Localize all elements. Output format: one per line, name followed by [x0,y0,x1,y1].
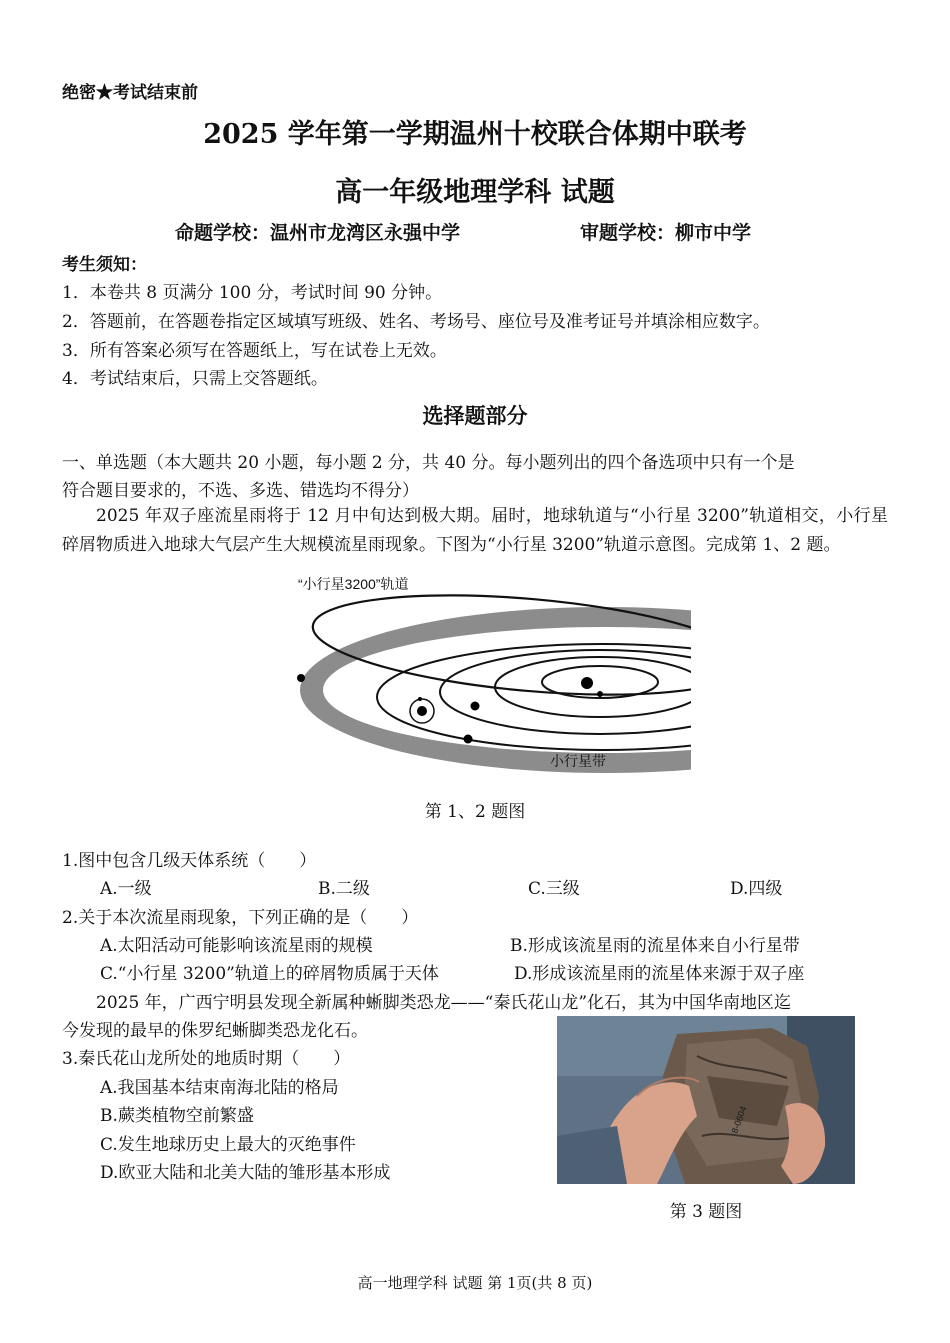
q2-option-c: C.“小行星 3200”轨道上的碎屑物质属于天体 [100,964,439,984]
exam-subtitle: 高一年级地理学科 试题 [335,177,615,208]
svg-text:8-0604: 8-0604 [729,1104,749,1135]
notice-item: 3．所有答案必须写在答题纸上，写在试卷上无效。 [62,341,447,361]
confidential-label: 绝密★考试结束前 [62,83,198,103]
q3-option-b: B.蕨类植物空前繁盛 [100,1106,254,1126]
q1-option-d: D.四级 [730,879,783,899]
passage-dinosaur-cont: 今发现的最早的侏罗纪蜥脚类恐龙化石。 [62,1021,368,1041]
notice-heading: 考生须知： [62,255,147,275]
q2-option-a: A.太阳活动可能影响该流星雨的规模 [100,936,373,956]
page-footer: 高一地理学科 试题 第 1页(共 8 页) [357,1274,593,1292]
planet-mars [464,735,473,744]
author-school: 命题学校：温州市龙湾区永强中学 [175,222,461,244]
notice-item: 2．答题前，在答题卷指定区域填写班级、姓名、考场号、座位号及准考证号并填涂相应数字。 [62,312,770,332]
q3-option-d: D.欧亚大陆和北美大陆的雏形基本形成 [100,1163,391,1183]
part1-instructions-cont: 符合题目要求的，不选、多选、错选均不得分） [62,481,419,501]
q1-option-c: C.三级 [528,879,580,899]
figure-3-caption: 第 3 题图 [669,1202,743,1222]
section-title: 选择题部分 [422,403,528,428]
planet-mercury [597,691,603,697]
q2-option-b: B.形成该流星雨的流星体来自小行星带 [510,936,800,956]
orbit-intersection [297,674,305,682]
figure-caption: 第 1、2 题图 [424,802,526,822]
q3-option-a: A.我国基本结束南海北陆的格局 [100,1078,339,1098]
belt-label: 小行星带 [550,753,606,769]
planet-venus [471,702,480,711]
part1-instructions: 一、单选题（本大题共 20 小题，每小题 2 分，共 40 分。每小题列出的四个备选项中只有一个是 [62,453,795,473]
question-3-stem: 3.秦氏花山龙所处的地质时期（ ） [62,1049,351,1069]
asteroid-orbit-diagram [210,572,692,776]
q1-option-a: A.一级 [100,879,152,899]
q3-option-c: C.发生地球历史上最大的灭绝事件 [100,1135,356,1155]
reviewer-school: 审题学校：柳市中学 [580,222,752,244]
sun [581,677,593,689]
moon [418,697,422,701]
notice-item: 1．本卷共 8 页满分 100 分，考试时间 90 分钟。 [62,283,443,303]
passage-meteor-shower: 2025 年双子座流星雨将于 12 月中旬达到极大期。届时，地球轨道与“小行星 3200”轨道相交，小行星碎屑物质进入地球大气层产生大规模流星雨现象。下图为“小行星 3200”轨道示意图。完成第 1、2 题。 [62,506,888,555]
exam-title: 2025 学年第一学期温州十校联合体期中联考 [203,119,747,150]
question-1-stem: 1.图中包含几级天体系统（ ） [62,851,317,871]
question-2-stem: 2.关于本次流星雨现象，下列正确的是（ ） [62,908,419,928]
q2-option-d: D.形成该流星雨的流星体来源于双子座 [514,964,805,984]
planet-earth [417,706,427,716]
notice-item: 4．考试结束后，只需上交答题纸。 [62,369,328,389]
passage-dinosaur: 2025 年，广西宁明县发现全新属种蜥脚类恐龙——“秦氏花山龙”化石，其为中国华南地区迄 [96,993,792,1013]
orbit-label: “小行星3200”轨道 [298,576,409,592]
fossil-photo [557,1016,855,1184]
q1-option-b: B.二级 [318,879,370,899]
